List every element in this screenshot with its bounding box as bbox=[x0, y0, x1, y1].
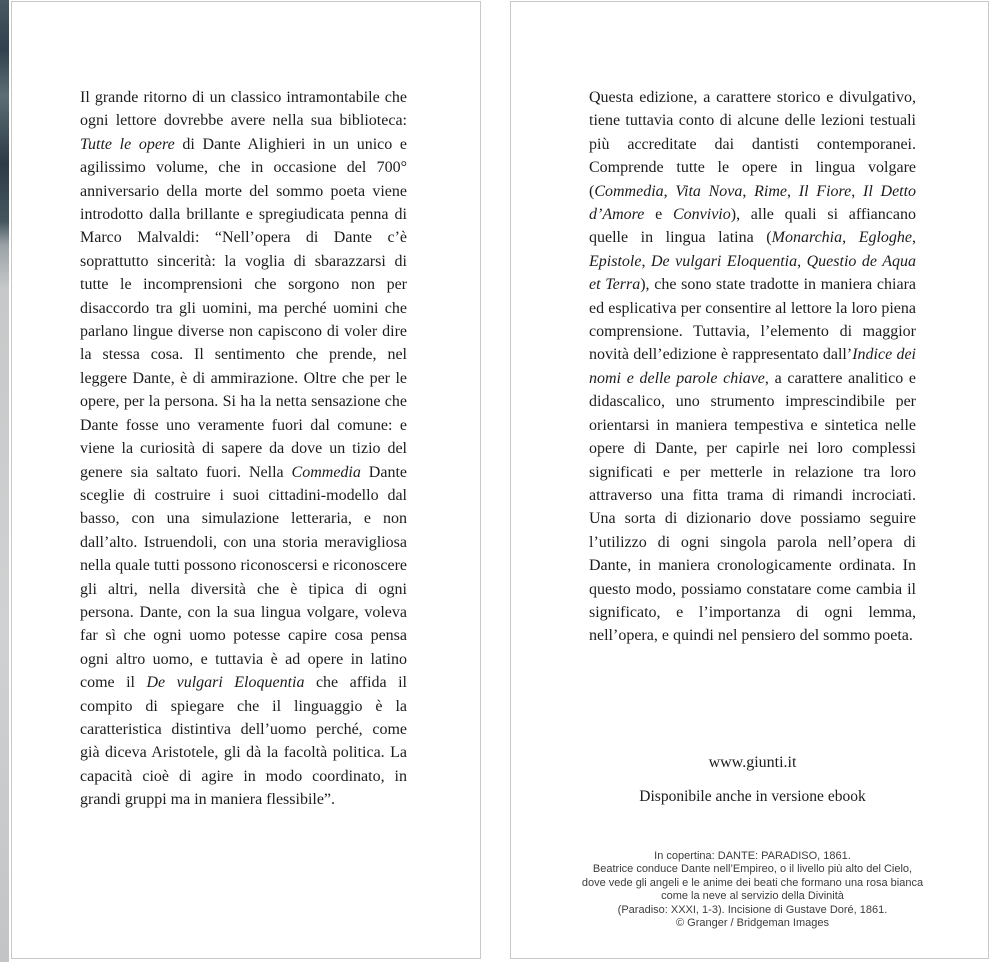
caption-line-2: Beatrice conduce Dante nell’Empireo, o il livello più alto del Cielo, bbox=[592, 863, 913, 876]
caption-line-6: © Granger / Bridgeman Images bbox=[675, 917, 829, 930]
right-flap-page bbox=[510, 1, 989, 959]
publisher-website: www.giunti.it bbox=[708, 754, 797, 771]
caption-line-5: (Paradiso: XXXI, 1-3). Incisione di Gustave Doré, 1861. bbox=[617, 903, 888, 916]
cover-image-caption bbox=[561, 850, 944, 930]
caption-line-3: dove vede gli angeli e le anime dei beati che formano una rosa bianca bbox=[581, 876, 924, 889]
ebook-availability-note: Disponibile anche in versione ebook bbox=[639, 788, 866, 805]
cover-edge-image bbox=[0, 0, 9, 962]
caption-line-4: come la neve al servizio della Divinità bbox=[661, 890, 844, 903]
left-flap-paragraph: Il grande ritorno di un classico intramontabile che ogni lettore dovrebbe avere nella sua biblioteca: Tutte le opere di Dante Alighieri in un unico e agilissimo volume, che in occasione del 700° anniversario della morte del sommo poeta viene introdotto dalla brillante e spregiudicata penna di Marco Malvaldi: “Nell’opera di Dante c’è soprattutto sincerità: la voglia di sbarazzarsi di tutte le incomprensioni che sorgono non per disaccordo tra gli uomini, ma perché uomini che parlano lingue diverse non capiscono di voler dire la stessa cosa. Il sentimento che prende, nel leggere Dante, è di ammirazione. Oltre che per le opere, per la persona. Si ha la netta sensazione che Dante fosse uno veramente fuori dal comune: e viene la curiosità di sapere da dove un tizio del genere sia saltato fuori. Nella Commedia Dante sceglie di costruire i suoi cittadini-modello dal basso, con una simulazione letteraria, e non dall’alto. Istruendoli, con una storia meravigliosa nella quale tutti possono riconoscersi e riconoscere gli altri, nella diversità che è tipica di ogni persona. Dante, con la sua lingua volgare, voleva far sì che ogni uomo potesse capire cosa pensa ogni altro uomo, e tuttavia è ad opere in latino come il De vulgari Eloquentia che affida il compito di spiegare che il linguaggio è la caratteristica distintiva dell’uomo perché, come già diceva Aristotele, gli dà la facoltà politica. La capacità cioè di agire in modo coordinato, in grandi gruppi ma in maniera flessibile”. bbox=[80, 89, 408, 809]
right-flap-paragraph: Questa edizione, a carattere storico e divulgativo, tiene tuttavia conto di alcune delle lezioni testuali più accreditate dai dantisti contemporanei. Comprende tutte le opere in lingua volgare (Commedia, Vita Nova, Rime, Il Fiore, Il Detto d’Amore e Convivio), alle quali si affiancano quelle in lingua latina (Monarchia, Egloghe, Epistole, De vulgari Eloquentia, Questio de Aqua et Terra), che sono state tradotte in maniera chiara ed esplicativa per consentire al lettore la loro piena comprensione. Tuttavia, l’elemento di maggior novità dell’edizione è rappresentato dall’Indice dei nomi e delle parole chiave, a carattere analitico e didascalico, uno strumento imprescindibile per orientarsi in maniera tempestiva e sintetica nelle opere di Dante, per capirle nei loro complessi significati e per metterle in relazione tra loro attraverso una fitta trama di rimandi incrociati. Una sorta di dizionario dove possiamo seguire l’utilizzo di ogni singola parola nell’opera di Dante, in maniera cronologicamente ordinata. In questo modo, possiamo constatare come cambia il significato, e l’importanza di ogni lemma, nell’opera, e quindi nel pensiero del sommo poeta. bbox=[589, 89, 917, 645]
caption-line-1: In copertina: DANTE: PARADISO, 1861. bbox=[654, 850, 851, 862]
left-flap-page bbox=[11, 1, 481, 959]
